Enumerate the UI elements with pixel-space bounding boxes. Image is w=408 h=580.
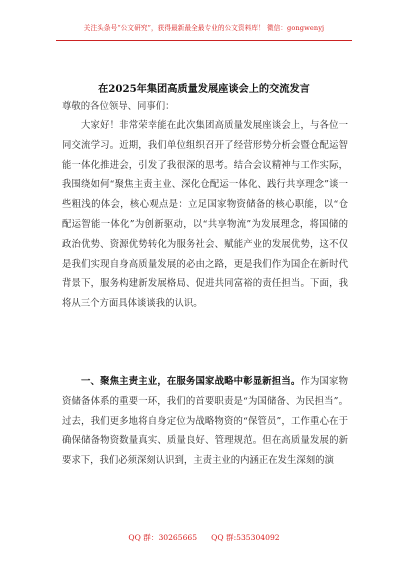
footer-qq-group-1: QQ 群：30265665 (128, 533, 198, 542)
section-paragraph (62, 372, 348, 471)
header-banner: 关注头条号“公文研究”，获得最新最全最专业的公文资料库！ 微信：gongwenyj (83, 24, 325, 32)
footer-qq-group-2: QQ 群:535304092 (211, 533, 280, 542)
document-title: 在2025年集团高质量发展座谈会上的交流发言 (98, 83, 310, 95)
salutation: 尊敬的各位领导、同事们： (62, 101, 175, 112)
section-body: 作为国家物资储备体系的重要一环，我们的首要职责是“为国储备、为民担当”。过去，我们更多地将自身定位为战略物资的“保管员”，工作重心在于确保储备物资数量真实、质量良好、管理规范。但在高质量发展的新要求下，我们必须深刻认识到，主责主业的内涵正在发生深刻的演 (62, 376, 348, 467)
section-heading: 一、聚焦主责主业，在服务国家战略中彰显新担当。 (81, 376, 301, 387)
body-paragraph: 大家好！非常荣幸能在此次集团高质量发展座谈会上，与各位一同交流学习。近期，我们单位组织召开了经营形势分析会暨仓配运智能一体化推进会，引发了我很深的思考。结合会议精神与工作实际，我围绕如何“聚焦主责主业、深化仓配运一体化、践行共享理念”谈一些粗浅的体会，核心观点是：立足国家物资储备的核心职能，以“仓配运智能一体化”为创新驱动，以“共享物流”为发展理念，将国储的政治优势、资源优势转化为服务社会、赋能产业的发展优势，这不仅是我们实现自身高质量发展的必由之路，更是我们作为国企在新时代背景下，服务构建新发展格局、促进共同富裕的责任担当。下面，我将从三个方面具体谈谈我的认识。 (62, 120, 348, 310)
header-divider (56, 40, 352, 41)
footer-contact (0, 532, 408, 543)
